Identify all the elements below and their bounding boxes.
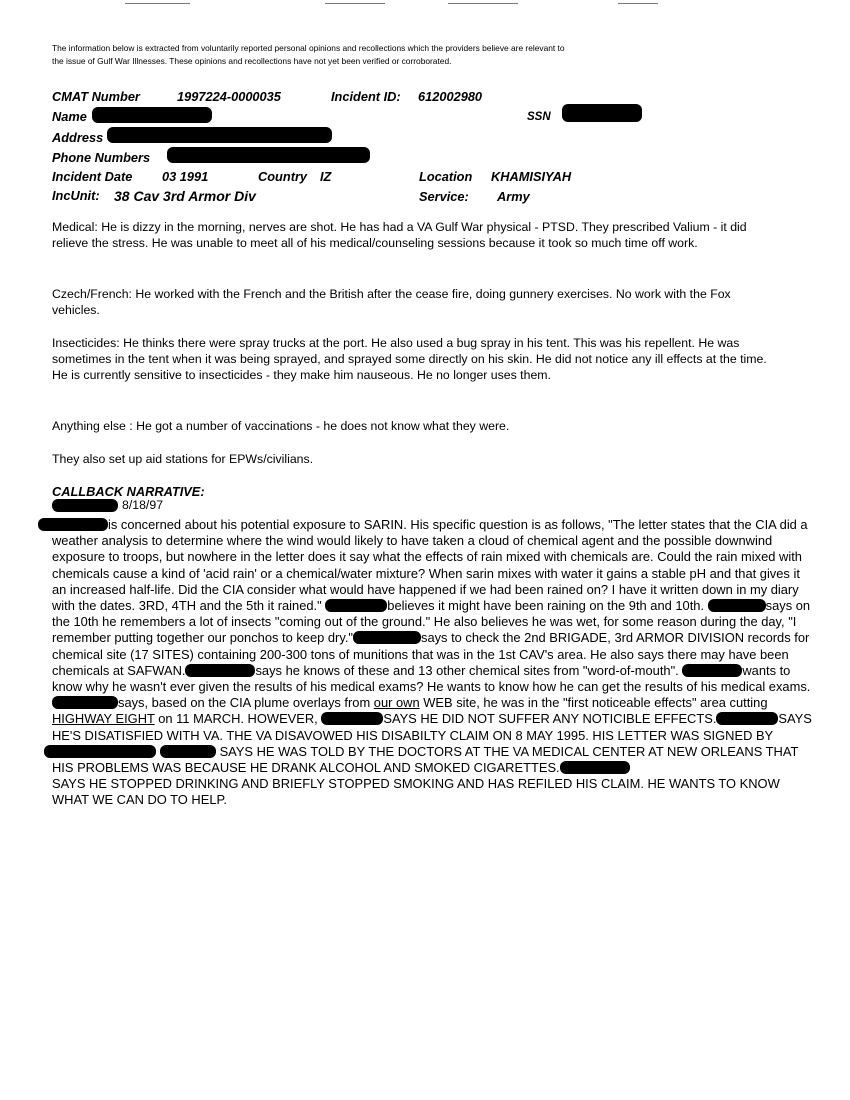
aid-stations-paragraph: They also set up aid stations for EPWs/civilians. <box>52 452 314 466</box>
redaction <box>44 745 156 758</box>
scan-top-marks <box>0 0 850 10</box>
service-label: Service: <box>419 189 469 204</box>
redaction-phone <box>167 147 370 163</box>
medical-paragraph: Medical: He is dizzy in the morning, nerves are shot. He has had a VA Gulf War physical - PTSD. They prescribed Valium - it did relieve the stress. He was unable to meet all of his medical/counseling sessions because it took so much time off work. <box>52 220 747 251</box>
insecticides-paragraph: Insecticides: He thinks there were spray trucks at the port. He also used a bug spray in his tent. This was his repellent. He was sometimes in the tent when it was being sprayed, and sprayed some directly on his skin. He did not notice any ill effects at the time. He is currently sensitive to insecticides - they make him nauseous. He no longer uses them. <box>52 336 767 383</box>
redaction <box>185 664 255 677</box>
disclaimer: The information below is extracted from voluntarily reported personal opinions and recollections which the providers believe are relevant to the issue of Gulf War Illnesses. These opinions and recollections have not yet been verified or corroborated. <box>52 43 565 66</box>
redaction <box>160 745 216 758</box>
callback-text: says, based on the CIA plume overlays from <box>118 695 374 711</box>
redaction <box>682 664 742 677</box>
callback-text: says to check the 2nd BRIGADE, 3rd ARMOR DIVISION records for chemical site (17 SITES) containing 200-300 tons of munitions that was in the 1st CAV's area. He also says there may have been chemicals at SAFWAN. <box>52 630 810 678</box>
incunit-label: IncUnit: <box>52 188 100 203</box>
callback-underlined: our own <box>373 695 420 711</box>
callback-text: SAYS HE DID NOT SUFFER ANY NOTICIBLE EFFECTS. <box>383 711 717 727</box>
callback-text: SAYS HE STOPPED DRINKING AND BRIEFLY STOPPED SMOKING AND HAS REFILED HIS CLAIM. HE WANTS TO KNOW WHAT WE CAN DO TO HELP. <box>52 776 780 808</box>
incident-id-label: Incident ID: <box>331 89 401 104</box>
callback-text: SAYS HE WAS TOLD BY THE DOCTORS AT THE VA MEDICAL CENTER AT NEW ORLEANS THAT HIS PROBLEMS WAS BECAUSE HE DRANK ALCOHOL AND SMOKED CIGARETTES. <box>52 743 799 776</box>
redaction-caller <box>52 499 118 512</box>
callback-text: believes it might have been raining on the 9th and 10th. <box>387 598 705 614</box>
callback-text: says on the 10th he remembers a lot of insects "coming out of the ground." He also believes he was wet, for some reason during the day, "I remember putting together our ponchos to keep dry." <box>52 598 811 646</box>
redaction <box>52 696 118 709</box>
ssn-label: SSN <box>527 111 551 123</box>
location-value: KHAMISIYAH <box>491 169 572 184</box>
country-value: IZ <box>320 169 332 184</box>
incident-date-value: 03 1991 <box>162 169 209 184</box>
address-label: Address <box>52 130 104 145</box>
location-label: Location <box>419 169 473 184</box>
redaction <box>321 712 383 725</box>
callback-text: WEB site, he was in the "first noticeable effects" area cutting <box>419 695 768 711</box>
czech-french-paragraph: Czech/French: He worked with the French and the British after the cease fire, doing gunnery exercises. No work with the Fox vehicles. <box>52 287 731 318</box>
cmat-label: CMAT Number <box>52 89 140 104</box>
redaction-ssn <box>562 104 642 122</box>
redaction <box>353 631 421 644</box>
incident-id-value: 612002980 <box>418 89 483 104</box>
name-label: Name <box>52 109 87 124</box>
anything-else-paragraph: Anything else : He got a number of vaccinations - he does not know what they were. <box>52 419 510 433</box>
cmat-value: 1997224-0000035 <box>177 89 281 104</box>
callback-title: CALLBACK NARRATIVE: <box>52 484 205 499</box>
redaction <box>38 518 108 531</box>
callback-body <box>52 517 812 809</box>
phone-label: Phone Numbers <box>52 150 151 165</box>
callback-date: 8/18/97 <box>122 498 164 512</box>
redaction-address <box>107 127 332 143</box>
incunit-value: 38 Cav 3rd Armor Div <box>114 188 256 204</box>
callback-text: is concerned about his potential exposure to SARIN. His specific question is as follows, "The letter states that the CIA did a weather analysis to determine where the wind would likely to have taken a cloud of chemical agent and the possible downwind exposure to troops, but nowhere in the letter does it say what the effects of rain mixed with chemicals are. Could the rain mixed with chemicals cause a kind of 'acid rain' or a chemical/water mixture? When sarin mixes with water it gains a stable pH and that gives it an increased half-life. Did the CIA consider what would have happened if we had been rained on? I have it written down in my diary with the dates. 3RD, 4TH and the 5th it rained." <box>52 517 808 614</box>
redaction <box>716 712 778 725</box>
redaction <box>325 599 387 612</box>
incident-date-label: Incident Date <box>52 169 133 184</box>
redaction-name <box>92 107 212 123</box>
redaction <box>708 599 766 612</box>
country-label: Country <box>258 169 308 184</box>
callback-text: on 11 MARCH. HOWEVER, <box>154 711 322 727</box>
callback-text: says he knows of these and 13 other chemical sites from "word-of-mouth". <box>255 662 683 678</box>
callback-underlined: HIGHWAY EIGHT <box>52 711 155 727</box>
redaction <box>560 761 630 774</box>
callback-text: wants to know why he wasn't ever given the results of his medical exams? He wants to know how he can get the results of his medical exams. <box>52 662 811 695</box>
callback-text: SAYS HE'S DISATISFIED WITH VA. THE VA DISAVOWED HIS DISABILTY CLAIM ON 8 MAY 1995. HIS LETTER WAS SIGNED BY <box>52 711 812 743</box>
service-value: Army <box>497 189 530 204</box>
